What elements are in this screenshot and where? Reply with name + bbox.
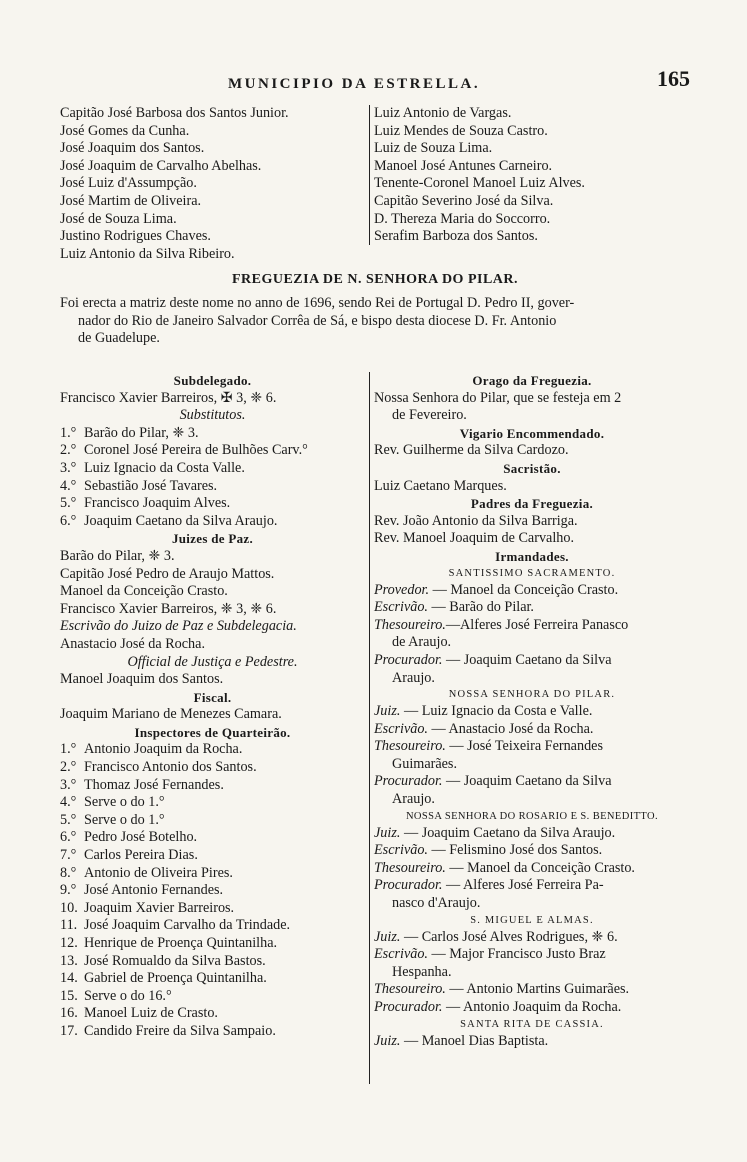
list-item: Guimarães. <box>392 755 458 772</box>
column-divider <box>369 372 370 1084</box>
vigario-heading: Vigario Encommendado. <box>459 425 605 441</box>
irmandades-heading: Irmandades. <box>495 548 569 564</box>
list-item: Juiz. — Carlos José Alves Rodrigues, ❈ 6. <box>374 928 618 945</box>
subdelegado-heading: Subdelegado. <box>173 373 252 388</box>
orago-heading: Orago da Freguezia. <box>472 373 592 388</box>
substitutos-heading: Substitutos. <box>179 407 246 424</box>
intro-line: de Guadelupe. <box>78 330 160 347</box>
list-item: 5.° Serve o do 1.° <box>60 811 165 828</box>
list-item: nasco d'Araujo. <box>392 895 481 912</box>
list-item: José Luiz d'Assumpção. <box>60 175 197 192</box>
list-item: José Joaquim de Carvalho Abelhas. <box>60 157 262 174</box>
list-item: 13. José Romualdo da Silva Bastos. <box>60 952 266 969</box>
list-item: Escrivão. — Felismino José dos Santos. <box>374 842 603 859</box>
list-item: 12. Henrique de Proença Quintanilha. <box>60 935 278 951</box>
list-item: 2.° Francisco Antonio dos Santos. <box>60 759 257 776</box>
list-item: 8.° Antonio de Oliveira Pires. <box>60 864 233 881</box>
list-item: 14. Gabriel de Proença Quintanilha. <box>60 970 267 987</box>
escrivao-name: Anastacio José da Rocha. <box>60 635 205 652</box>
list-item: Luiz Antonio da Silva Ribeiro. <box>60 245 235 262</box>
list-item: Juiz. — Luiz Ignacio da Costa e Valle. <box>374 703 593 720</box>
list-item: 10. Joaquim Xavier Barreiros. <box>60 899 235 916</box>
list-item: José Joaquim dos Santos. <box>60 140 205 157</box>
list-item: Rev. João Antonio da Silva Barriga. <box>374 512 578 529</box>
list-item: 2.° Coronel José Pereira de Bulhões Carv.° <box>60 442 308 459</box>
orago-text: de Fevereiro. <box>392 407 467 424</box>
list-item: Provedor. — Manoel da Conceição Crasto. <box>374 581 619 598</box>
irmandade-title: SANTISSIMO SACRAMENTO. <box>448 567 616 579</box>
intro-paragraph <box>60 295 690 348</box>
list-item: 3.° Luiz Ignacio da Costa Valle. <box>60 459 245 476</box>
list-item: Capitão José Pedro de Araujo Mattos. <box>60 565 275 582</box>
list-item: 16. Manoel Luiz de Crasto. <box>60 1005 218 1022</box>
list-item: 15. Serve o do 16.° <box>60 987 172 1004</box>
intro-line: Foi erecta a matriz deste nome no anno de 1696, sendo Rei de Portugal D. Pedro II, gover- <box>60 295 575 311</box>
list-item: 5.° Francisco Joaquim Alves. <box>60 495 231 512</box>
section-title: FREGUEZIA DE N. SENHORA DO PILAR. <box>231 272 519 287</box>
inspectores-heading: Inspectores de Quarteirão. <box>134 724 291 740</box>
list-item: José Gomes da Cunha. <box>60 122 190 139</box>
list-item: Serafim Barboza dos Santos. <box>374 228 538 245</box>
irmandade-title: NOSSA SENHORA DO ROSARIO E S. BENEDITTO. <box>405 810 659 822</box>
list-item: Manoel da Conceição Crasto. <box>60 583 228 600</box>
irmandade-title: SANTA RITA DE CASSIA. <box>460 1018 604 1030</box>
list-item: Procurador. — Antonio Joaquim da Rocha. <box>374 999 622 1015</box>
list-item: 17. Candido Freire da Silva Sampaio. <box>60 1022 276 1039</box>
list-item: Araujo. <box>392 669 435 686</box>
list-item: José de Souza Lima. <box>60 210 177 227</box>
left-column <box>60 372 365 1041</box>
irmandade-title: NOSSA SENHORA DO PILAR. <box>448 689 616 701</box>
list-item: Rev. Manoel Joaquim de Carvalho. <box>374 530 575 547</box>
list-item: Escrivão. — Anastacio José da Rocha. <box>374 720 594 737</box>
list-item: 3.° Thomaz José Fernandes. <box>60 776 224 793</box>
list-item: Luiz Mendes de Souza Castro. <box>374 122 548 139</box>
fiscal-heading: Fiscal. <box>193 689 232 705</box>
list-item: Escrivão. — Major Francisco Justo Braz <box>374 946 606 963</box>
official-name: Manoel Joaquim dos Santos. <box>60 671 224 688</box>
sacristao-name: Luiz Caetano Marques. <box>374 477 507 494</box>
official-heading: Official de Justiça e Pedestre. <box>127 653 298 670</box>
list-item: Barão do Pilar, ❈ 3. <box>60 547 175 564</box>
list-item: Manoel José Antunes Carneiro. <box>374 157 553 174</box>
page-header <box>60 66 690 98</box>
list-item: Tenente-Coronel Manoel Luiz Alves. <box>374 175 585 192</box>
list-item: Procurador. — Joaquim Caetano da Silva <box>374 651 612 668</box>
escrivao-heading: Escrivão do Juizo de Paz e Subdelegacia. <box>60 618 297 635</box>
top-list-right <box>374 105 694 246</box>
fiscal-name: Joaquim Mariano de Menezes Camara. <box>60 706 282 723</box>
list-item: de Araujo. <box>392 634 452 651</box>
list-item: José Martim de Oliveira. <box>60 192 202 209</box>
list-item: Thesoureiro.—Alferes José Ferreira Panasco <box>374 616 629 633</box>
list-item: Procurador. — Joaquim Caetano da Silva <box>374 773 612 790</box>
list-item: Escrivão. — Barão do Pilar. <box>374 599 534 616</box>
subdelegado-name: Francisco Xavier Barreiros, ✠ 3, ❈ 6. <box>60 389 277 406</box>
list-item: Thesoureiro. — Antonio Martins Guimarães. <box>374 981 630 998</box>
juizes-heading: Juizes de Paz. <box>171 531 254 547</box>
list-item: Araujo. <box>392 791 435 808</box>
list-item: 6.° Pedro José Botelho. <box>60 829 198 846</box>
list-item: Hespanha. <box>392 963 452 980</box>
list-item: Juiz. — Joaquim Caetano da Silva Araujo. <box>374 824 616 841</box>
list-item: Juiz. — Manoel Dias Baptista. <box>374 1032 549 1049</box>
list-item: Capitão José Barbosa dos Santos Junior. <box>60 105 289 121</box>
list-item: 6.° Joaquim Caetano da Silva Araujo. <box>60 512 278 529</box>
list-item: 1.° Antonio Joaquim da Rocha. <box>60 741 243 758</box>
sacristao-heading: Sacristão. <box>503 460 561 476</box>
list-item: Procurador. — Alferes José Ferreira Pa- <box>374 877 604 894</box>
page-number: 165 <box>657 66 690 91</box>
intro-line: nador do Rio de Janeiro Salvador Corrêa de Sá, e bispo desta diocese D. Fr. Antonio <box>78 312 557 329</box>
page-title: MUNICIPIO DA ESTRELLA. <box>228 76 481 92</box>
list-item: 9.° José Antonio Fernandes. <box>60 882 224 899</box>
list-item: 1.° Barão do Pilar, ❈ 3. <box>60 424 199 441</box>
list-item: 4.° Sebastião José Tavares. <box>60 477 218 494</box>
list-item: Capitão Severino José da Silva. <box>374 192 554 209</box>
padres-heading: Padres da Freguezia. <box>470 496 594 512</box>
vigario-name: Rev. Guilherme da Silva Cardozo. <box>374 442 569 459</box>
column-divider <box>369 105 370 245</box>
right-column <box>374 372 690 1050</box>
list-item: D. Thereza Maria do Soccorro. <box>374 210 551 227</box>
list-item: Luiz de Souza Lima. <box>374 140 493 157</box>
list-item: Thesoureiro. — José Teixeira Fernandes <box>374 738 603 755</box>
irmandade-title: S. MIGUEL E ALMAS. <box>470 914 594 926</box>
list-item: 11. José Joaquim Carvalho da Trindade. <box>60 917 291 934</box>
top-list-left <box>60 105 365 263</box>
list-item: Justino Rodrigues Chaves. <box>60 228 211 245</box>
list-item: Luiz Antonio de Vargas. <box>374 105 512 121</box>
orago-text: Nossa Senhora do Pilar, que se festeja em 2 <box>374 389 622 406</box>
list-item: 7.° Carlos Pereira Dias. <box>60 847 198 864</box>
list-item: Francisco Xavier Barreiros, ❈ 3, ❈ 6. <box>60 600 277 617</box>
list-item: Thesoureiro. — Manoel da Conceição Crasto. <box>374 859 635 876</box>
list-item: 4.° Serve o do 1.° <box>60 794 165 811</box>
